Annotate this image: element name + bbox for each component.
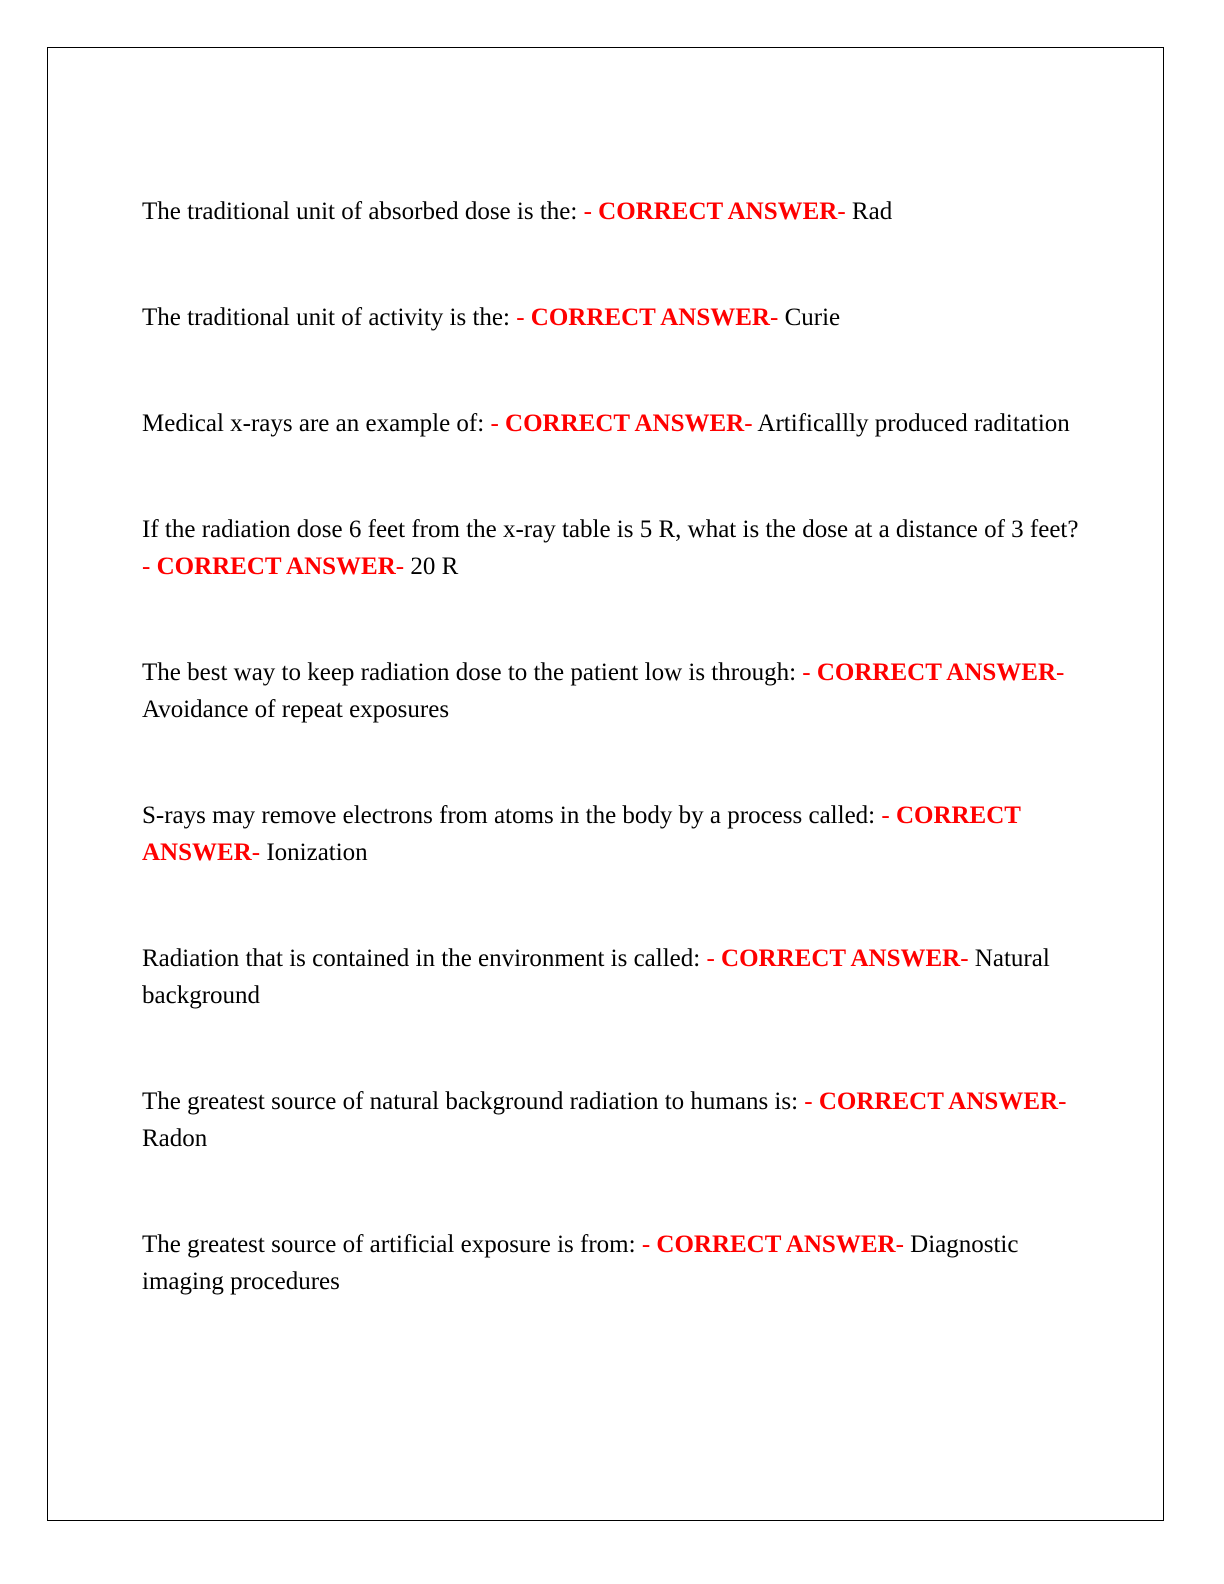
answer-text: Natural background — [142, 945, 1050, 1009]
marker-suffix: - — [1056, 659, 1065, 686]
question-text: The greatest source of artificial exposure is from: — [142, 1231, 636, 1258]
qa-item — [142, 1226, 1082, 1300]
qa-item — [142, 405, 1082, 442]
correct-answer-marker — [706, 945, 968, 972]
answer-text: Curie — [784, 304, 841, 331]
marker-prefix: - — [881, 802, 896, 829]
answer-text: 20 R — [410, 553, 459, 580]
marker-prefix: - — [802, 659, 817, 686]
marker-prefix: - — [142, 553, 157, 580]
qa-item — [142, 797, 1082, 871]
marker-label: CORRECT ANSWER — [816, 659, 1057, 686]
marker-label: CORRECT ANSWER — [818, 1088, 1059, 1115]
answer-text: Ionization — [266, 839, 368, 866]
marker-suffix: - — [837, 198, 846, 225]
qa-item — [142, 1083, 1082, 1157]
marker-suffix: - — [251, 839, 261, 866]
marker-label: CORRECT ANSWER — [142, 802, 1021, 866]
qa-item — [142, 511, 1082, 585]
marker-suffix: - — [744, 410, 753, 437]
marker-label: CORRECT ANSWER — [530, 304, 770, 331]
answer-text: Artificallly produced raditation — [757, 410, 1070, 437]
marker-label: CORRECT ANSWER — [505, 410, 745, 437]
marker-suffix: - — [769, 304, 779, 331]
qa-item — [142, 193, 1082, 230]
marker-prefix: - — [641, 1231, 657, 1258]
correct-answer-marker — [804, 1088, 1066, 1115]
qa-list — [142, 193, 1082, 1369]
qa-item — [142, 299, 1082, 336]
question-text: Medical x-rays are an example of: — [142, 410, 485, 437]
question-text: The traditional unit of activity is the: — [142, 304, 510, 331]
answer-text: Avoidance of repeat exposures — [142, 696, 450, 723]
correct-answer-marker — [802, 659, 1064, 686]
marker-suffix: - — [1058, 1088, 1067, 1115]
question-text: S-rays may remove electrons from atoms in the body by a process called: — [142, 802, 876, 829]
marker-label: CORRECT ANSWER — [721, 945, 961, 972]
marker-prefix: - — [583, 198, 599, 225]
correct-answer-marker — [642, 1231, 904, 1258]
marker-prefix: - — [804, 1088, 819, 1115]
marker-prefix: - — [490, 410, 506, 437]
question-text: Radiation that is contained in the environment is called: — [142, 945, 701, 972]
marker-prefix: - — [516, 304, 531, 331]
correct-answer-marker — [516, 304, 778, 331]
correct-answer-marker — [584, 198, 846, 225]
marker-suffix: - — [895, 1231, 904, 1258]
correct-answer-marker — [142, 553, 404, 580]
question-text: The greatest source of natural background radiation to humans is: — [142, 1088, 799, 1115]
marker-suffix: - — [960, 945, 969, 972]
qa-item — [142, 940, 1082, 1014]
answer-text: Rad — [851, 198, 893, 225]
marker-prefix: - — [706, 945, 722, 972]
correct-answer-marker — [490, 410, 752, 437]
marker-suffix: - — [395, 553, 405, 580]
marker-label: CORRECT ANSWER — [156, 553, 396, 580]
answer-text: Radon — [142, 1125, 208, 1152]
qa-item — [142, 654, 1082, 728]
question-text: The best way to keep radiation dose to the patient low is through: — [142, 659, 797, 686]
question-text: The traditional unit of absorbed dose is the: — [142, 198, 578, 225]
marker-label: CORRECT ANSWER — [656, 1231, 896, 1258]
question-text: If the radiation dose 6 feet from the x-ray table is 5 R, what is the dose at a distance of 3 feet? — [142, 516, 1079, 543]
answer-text: Diagnostic imaging procedures — [142, 1231, 1019, 1295]
marker-label: CORRECT ANSWER — [598, 198, 838, 225]
